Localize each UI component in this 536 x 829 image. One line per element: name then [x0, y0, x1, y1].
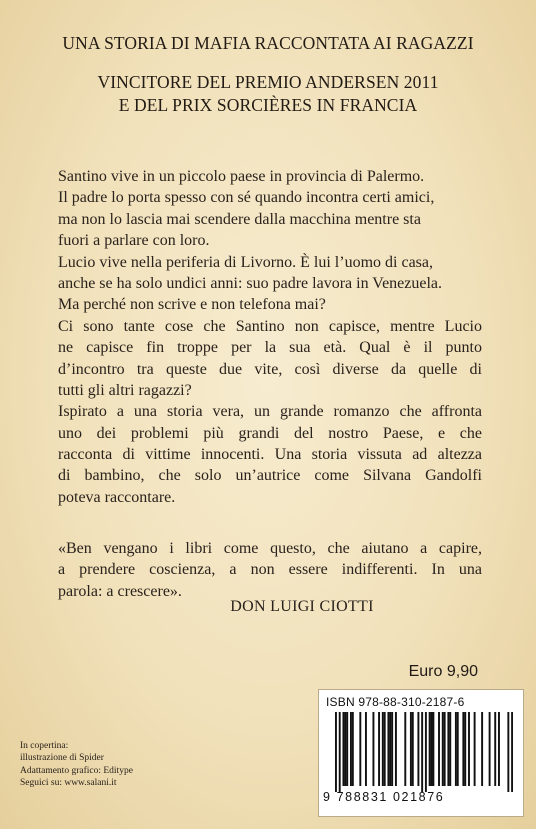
- barcode-bar: [438, 712, 440, 786]
- text-line: racconta di vittime innocenti. Una storia vissuta ad altezza: [58, 446, 482, 464]
- barcode-bar: [346, 712, 348, 786]
- barcode-bar: [442, 712, 444, 786]
- barcode-bar: [365, 712, 367, 786]
- barcode-bar: [335, 712, 337, 792]
- text-line: di bambino, che solo un’autrice come Silvana Gandolfi: [58, 467, 482, 485]
- barcode-bar: [421, 712, 423, 792]
- barcode-bar: [372, 712, 374, 786]
- barcode-bar: [382, 712, 384, 786]
- barcode-bar: [464, 712, 466, 786]
- barcode-bar: [352, 712, 354, 786]
- award-line-2: E DEL PRIX SORCIÈRES IN FRANCIA: [118, 95, 418, 115]
- barcode-bar: [507, 712, 509, 792]
- synopsis-text: [58, 166, 482, 508]
- credits-block: [20, 740, 133, 790]
- credits-cover-label: In copertina:: [20, 741, 69, 751]
- barcode-bar: [481, 712, 483, 786]
- barcode-bar: [395, 712, 397, 786]
- text-line: ne capisce fin troppe per la sua età. Qual è il punto: [58, 339, 482, 357]
- barcode-bar: [417, 712, 419, 786]
- text-line: fuori a parlare con loro.: [58, 232, 210, 250]
- credits-illustration: illustrazione di Spider: [20, 753, 104, 764]
- barcode-bar: [468, 712, 470, 786]
- barcode-bar: [425, 712, 427, 792]
- barcode-bar: [432, 712, 434, 786]
- award-line-1: VINCITORE DEL PREMIO ANDERSEN 2011: [97, 72, 439, 92]
- text-line: Lucio vive nella periferia di Livorno. È lui l’uomo di casa,: [58, 253, 433, 271]
- barcode-bar: [444, 712, 446, 786]
- barcode-bar: [449, 712, 451, 786]
- barcode-bar: [410, 712, 412, 786]
- barcode-bar: [462, 712, 464, 786]
- text-line: tutti gli altri ragazzi?: [58, 381, 192, 399]
- text-line: Ispirato a una storia vera, un grande romanzo che affronta: [58, 403, 482, 421]
- barcode-bar: [498, 712, 500, 786]
- barcode-bar: [342, 712, 344, 786]
- text-line: a prendere coscienza, a non essere indifferenti. In una: [58, 561, 482, 579]
- text-line: Il padre lo porta spesso con sé quando incontra certi amici,: [58, 189, 435, 207]
- barcode-bar: [378, 712, 380, 786]
- barcode-bar: [344, 712, 346, 786]
- text-line: d’incontro tra queste due vite, così diverse da quelle di: [58, 360, 482, 378]
- text-line: «Ben vengano i libri come questo, che aiutano a capire,: [58, 540, 482, 557]
- quote-attribution: DON LUIGI CIOTTI: [230, 598, 374, 615]
- credits-website: Seguici su: www.salani.it: [20, 778, 117, 789]
- text-line: parola: a crescere».: [58, 582, 182, 600]
- text-line: uno dei problemi più grandi del nostro Paese, e che: [58, 424, 482, 442]
- isbn-barcode-box: [318, 689, 524, 817]
- barcode-bar: [350, 712, 352, 786]
- text-line: Santino vive in un piccolo paese in provincia di Palermo.: [58, 168, 425, 185]
- barcode-bar: [494, 712, 496, 786]
- barcode-bar: [384, 712, 386, 786]
- barcode-bar: [429, 712, 431, 786]
- barcode-bar: [387, 712, 389, 786]
- barcode-bar: [431, 712, 433, 786]
- barcode-digits: 9 788831 021876: [323, 790, 445, 804]
- barcode-bar: [455, 712, 457, 786]
- barcode-bar: [404, 712, 406, 786]
- testimonial-quote: [58, 538, 482, 602]
- barcode-bar: [389, 712, 391, 786]
- barcode-bar: [359, 712, 361, 786]
- barcode-image: [335, 712, 513, 792]
- text-line: Ma perché non scrive e non telefona mai?: [58, 296, 326, 314]
- barcode-bar: [457, 712, 459, 786]
- barcode-bar: [339, 712, 341, 792]
- barcode-bar: [412, 712, 414, 786]
- barcode-bar: [511, 712, 513, 792]
- barcode-bar: [391, 712, 393, 786]
- text-line: ma non lo lascia mai scendere dalla macchina mentre sta: [58, 210, 421, 228]
- text-line: anche se ha solo undici anni: suo padre lavora in Venezuela.: [58, 274, 443, 292]
- text-line: poteva raccontare.: [58, 488, 176, 506]
- isbn-number: ISBN 978-88-310-2187-6: [326, 695, 465, 709]
- barcode-bar: [474, 712, 476, 786]
- tagline: UNA STORIA DI MAFIA RACCONTATA AI RAGAZZI: [62, 33, 474, 53]
- price-label: Euro 9,90: [408, 663, 478, 680]
- credits-graphics: Adattamento grafico: Editype: [20, 765, 133, 776]
- text-line: Ci sono tante cose che Santino non capisce, mentre Lucio: [58, 317, 482, 335]
- barcode-bar: [489, 712, 491, 786]
- barcode-bar: [447, 712, 449, 786]
